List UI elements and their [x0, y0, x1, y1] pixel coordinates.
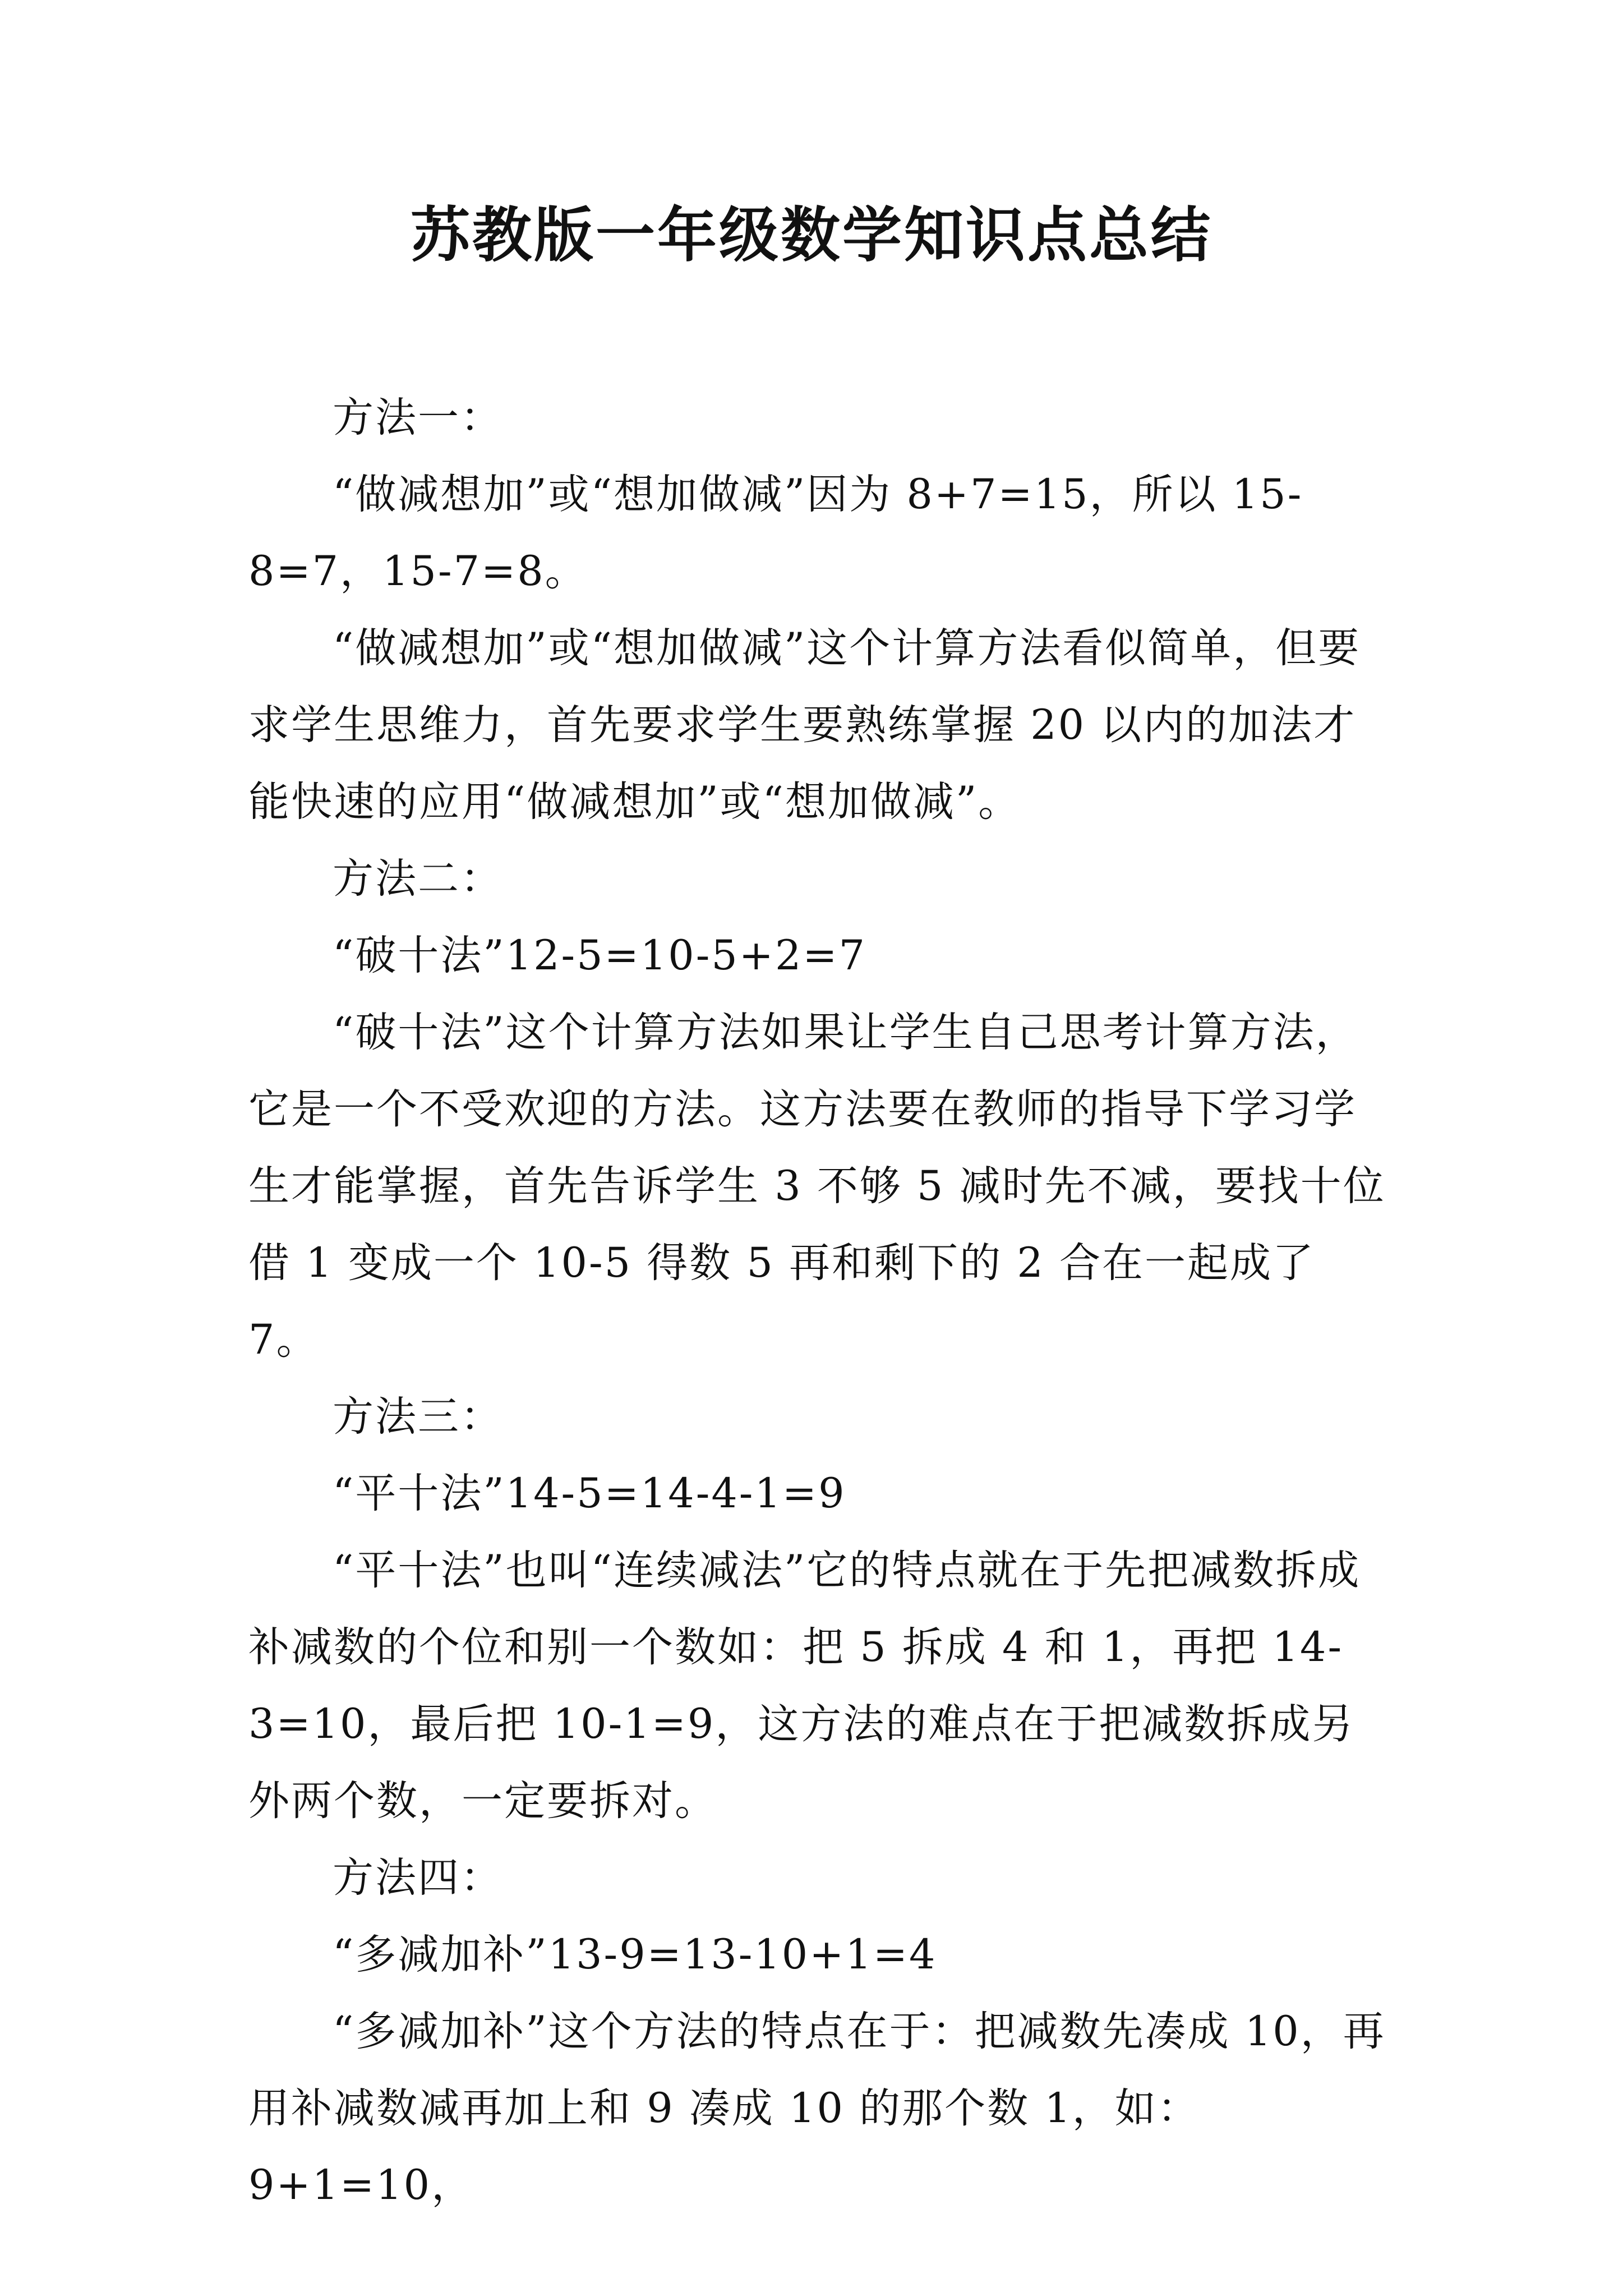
- paragraph-method-1-explanation: “做减想加”或“想加做减”这个计算方法看似简单，但要求学生思维力，首先要求学生要熟练掌握 20 以内的加法才能快速的应用“做减想加”或“想加做减”。: [248, 624, 1361, 826]
- paragraph-method-1-heading: 方法一：: [333, 394, 503, 441]
- paragraph-method-3-example: “平十法”14-5=14-4-1=9: [333, 1470, 846, 1517]
- paragraph-method-4-example: “多减加补”13-9=13-10+1=4: [333, 1931, 937, 1978]
- paragraph-method-2-example: “破十法”12-5=10-5+2=7: [333, 932, 867, 979]
- paragraph-method-1-example: “做减想加”或“想加做减”因为 8+7=15，所以 15-8=7，15-7=8。: [248, 471, 1303, 595]
- paragraph-method-2-heading: 方法二：: [333, 855, 503, 903]
- document-title: 苏教版一年级数学知识点总结: [411, 201, 1212, 270]
- paragraph-method-4-explanation: “多减加补”这个方法的特点在于：把减数先凑成 10，再用补减数减再加上和 9 凑成 10 的那个数 1，如：9+1=10，: [248, 2008, 1386, 2209]
- paragraph-method-3-explanation: “平十法”也叫“连续减法”它的特点就在于先把减数拆成补减数的个位和别一个数如：把 5 拆成 4 和 1，再把 14-3=10，最后把 10-1=9，这方法的难点在于把减数拆成另外两个数，一定要拆对。: [248, 1547, 1361, 1825]
- document-body: [248, 379, 1393, 2224]
- paragraph-method-4-heading: 方法四：: [333, 1854, 503, 1902]
- paragraph-method-3-heading: 方法三：: [333, 1393, 503, 1441]
- paragraph-method-2-explanation: “破十法”这个计算方法如果让学生自己思考计算方法，它是一个不受欢迎的方法。这方法要在教师的指导下学习学生才能掌握，首先告诉学生 3 不够 5 减时先不减，要找十位借 1 变成一个 10-5 得数 5 再和剩下的 2 合在一起成了 7。: [248, 1009, 1386, 1364]
